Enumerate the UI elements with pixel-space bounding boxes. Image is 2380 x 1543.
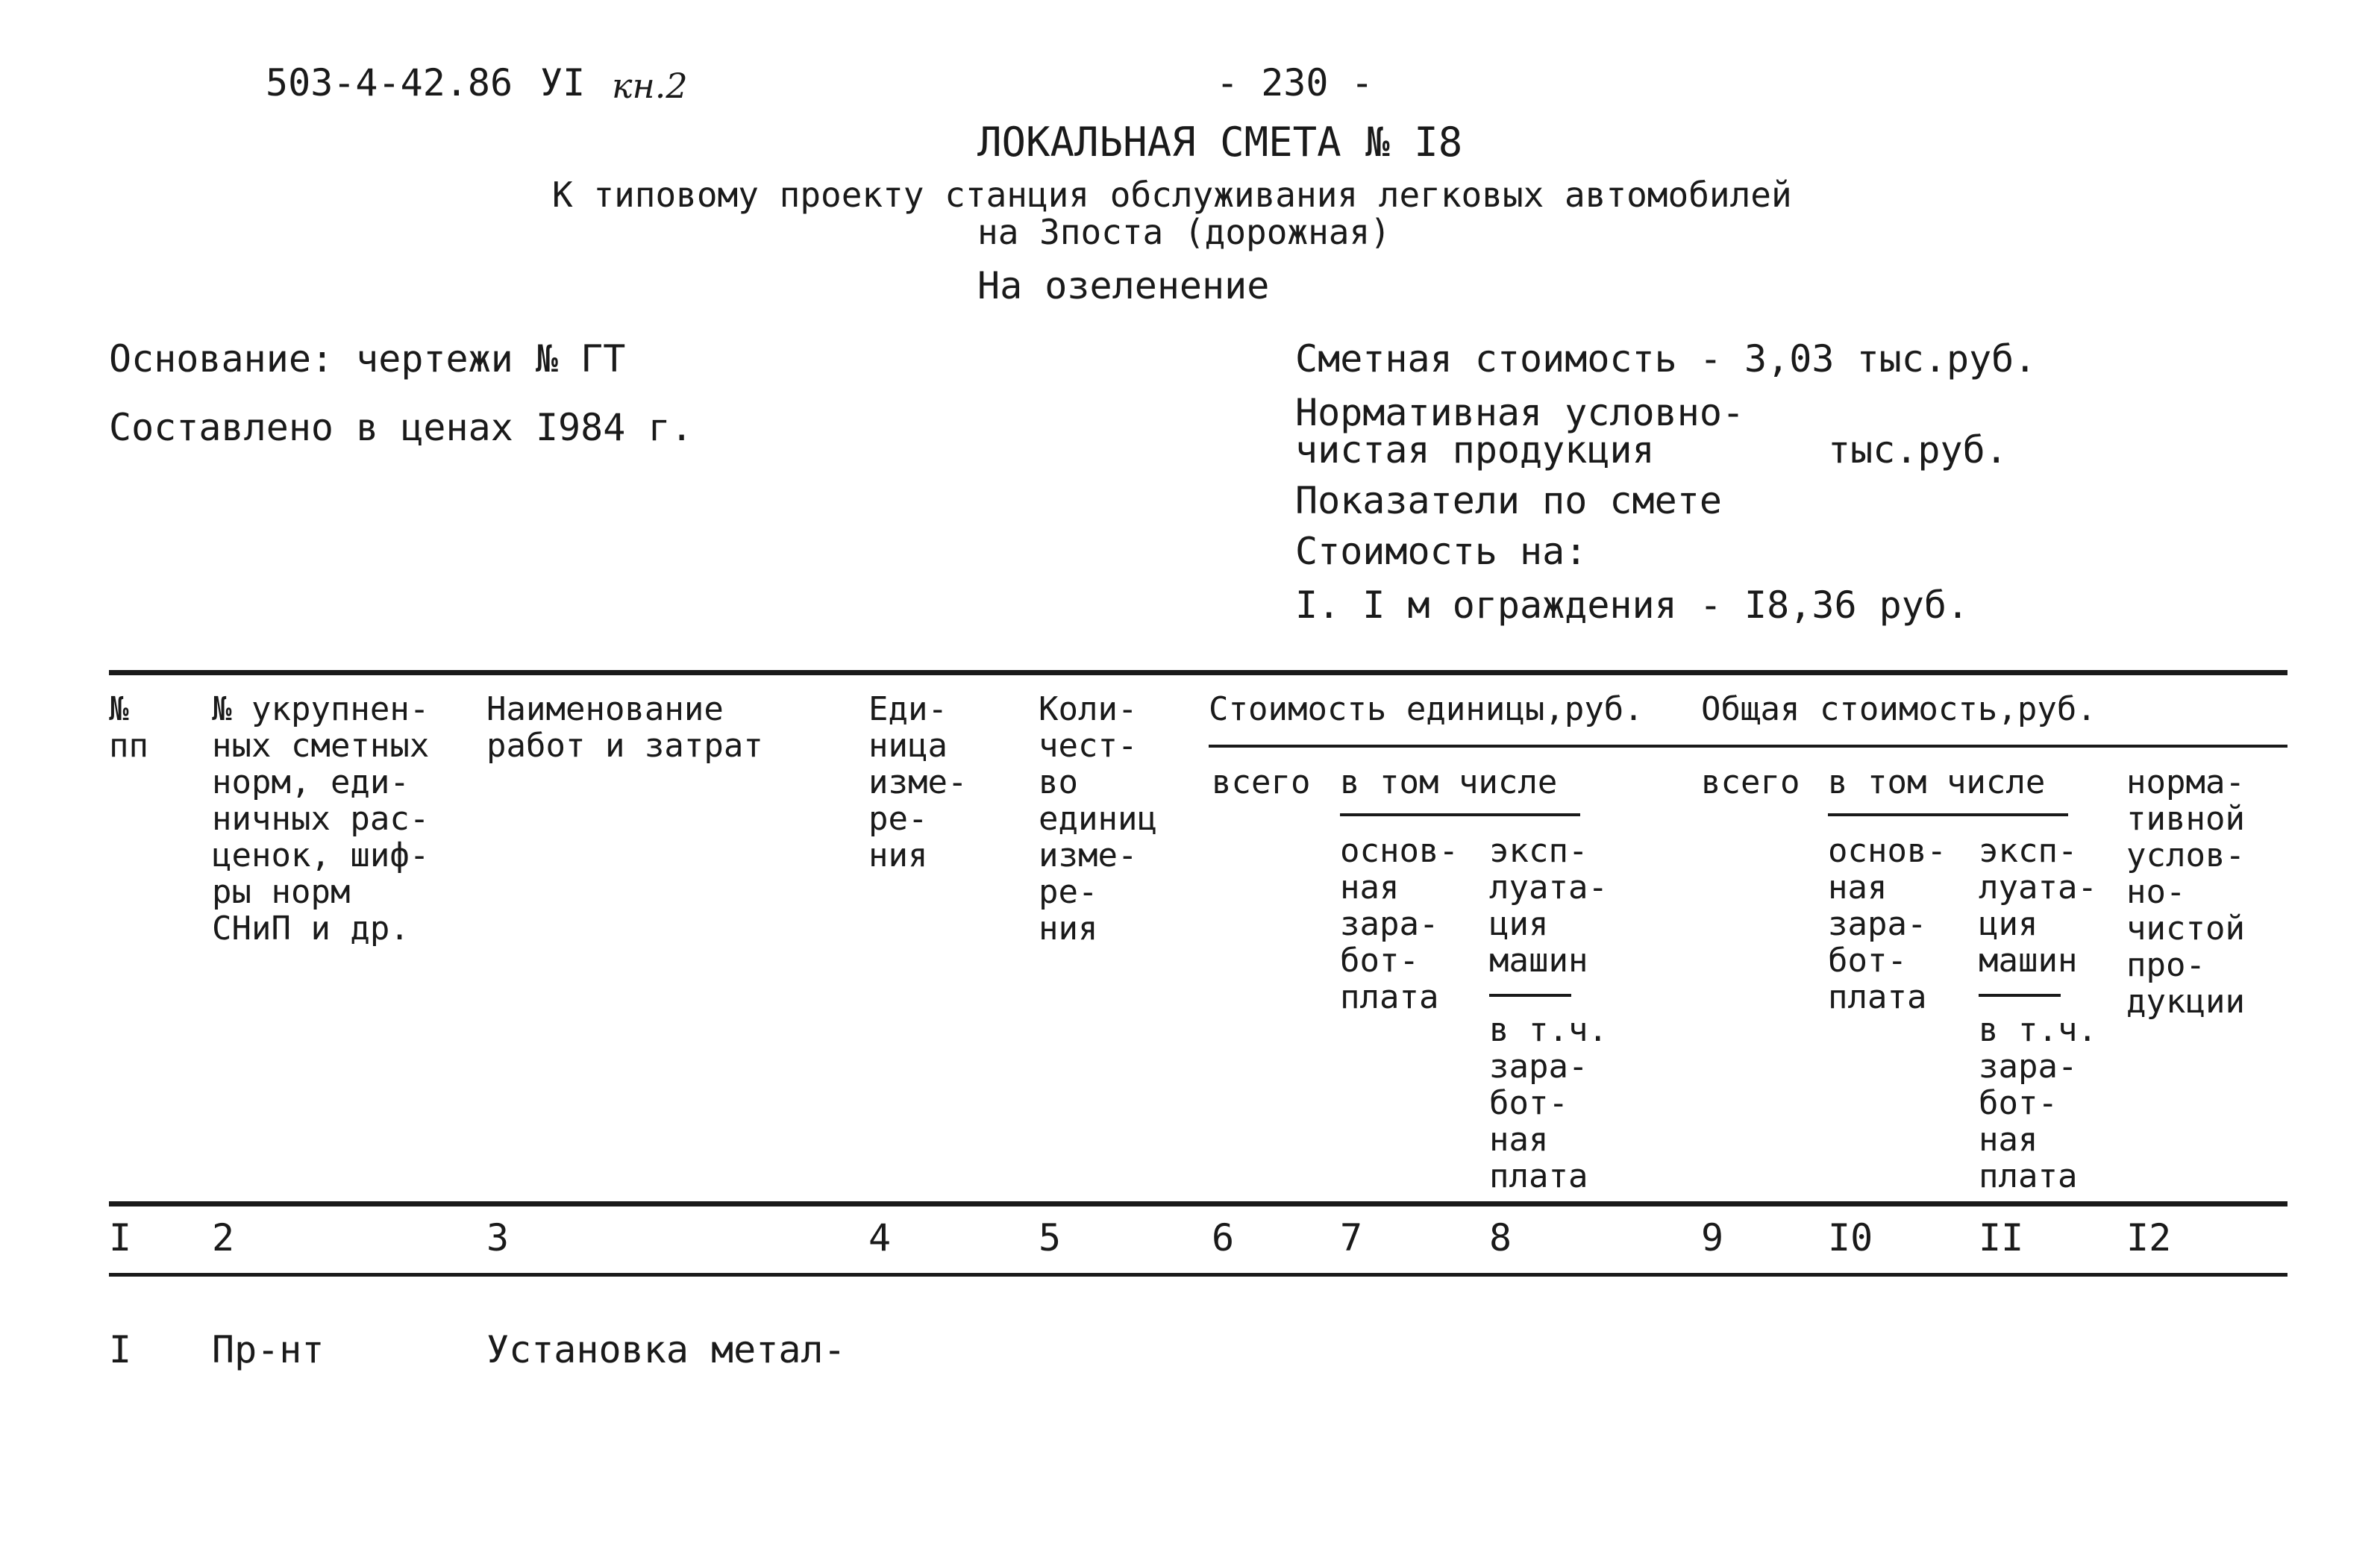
row-1-work-name: Установка метал- — [486, 1328, 846, 1371]
header-bottom-rule — [109, 1201, 2287, 1206]
header-unit-machines: эксп- луата- ция машин — [1489, 832, 1608, 980]
header-total-cost-group: Общая стоимость,руб. — [1701, 690, 2096, 728]
header-normative-product: норма- тивной услов- но- чистой про- дукции — [2126, 763, 2245, 1021]
normative-unit: тыс.руб. — [1828, 428, 2008, 472]
unit-wage-rule — [1489, 994, 1571, 997]
column-number-6: 6 — [1212, 1216, 1235, 1259]
column-number-8: 8 — [1489, 1216, 1512, 1259]
indicators-label: Показатели по смете — [1295, 479, 1722, 522]
header-total-machines: эксп- луата- ция машин — [1979, 832, 2097, 980]
header-row-number: № пп — [109, 690, 148, 765]
estimated-cost: Сметная стоимость - 3,03 тыс.руб. — [1295, 337, 2037, 381]
normative-label-line-2: чистая продукция — [1295, 428, 1655, 472]
header-total-total: всего — [1701, 763, 1800, 801]
doc-code: 503-4-42.86 — [266, 61, 513, 104]
row-1-number: I — [109, 1328, 132, 1371]
column-number-11: II — [1979, 1216, 2024, 1259]
header-total-machine-wage: в т.ч. зара- бот- ная плата — [1979, 1011, 2097, 1195]
column-number-12: I2 — [2126, 1216, 2172, 1259]
table-top-rule — [109, 670, 2287, 675]
volume-number: УI — [540, 61, 586, 104]
cost-on-label: Стоимость на: — [1295, 530, 1588, 573]
column-number-1: I — [109, 1216, 132, 1259]
row-1-code: Пр-нт — [212, 1328, 325, 1371]
subtitle-line-2: на 3поста (дорожная) — [977, 212, 1391, 252]
estimate-subject: На озеленение — [977, 264, 1270, 307]
handwritten-book-note: кн.2 — [612, 66, 688, 106]
page-number: - 230 - — [1216, 61, 1374, 104]
fence-cost: I. I м ограждения - I8,36 руб. — [1295, 583, 1970, 627]
unit-incl-rule — [1340, 813, 1580, 816]
subtitle-line-1: К типовому проекту станция обслуживания легковых автомобилей — [552, 175, 1792, 215]
header-unit-cost-group: Стоимость единицы,руб. — [1209, 690, 1644, 728]
column-number-2: 2 — [212, 1216, 235, 1259]
column-number-10: I0 — [1828, 1216, 1873, 1259]
header-norm-code: № укрупнен- ных сметных норм, еди- ничных рас- ценок, шиф- ры норм СНиП и др. — [212, 690, 430, 948]
numbers-bottom-rule — [109, 1273, 2287, 1277]
column-number-4: 4 — [868, 1216, 892, 1259]
cost-group-rule — [1209, 745, 2287, 748]
header-work-name: Наименование работ и затрат — [486, 690, 763, 765]
normative-label-line-1: Нормативная условно- — [1295, 391, 1745, 434]
column-number-7: 7 — [1340, 1216, 1363, 1259]
column-number-5: 5 — [1039, 1216, 1062, 1259]
column-number-9: 9 — [1701, 1216, 1724, 1259]
header-total-incl: в том числе — [1828, 763, 2046, 801]
header-total-base-wage: основ- ная зара- бот- плата — [1828, 832, 1947, 1016]
header-unit: Еди- ница изме- ре- ния — [868, 690, 968, 874]
column-number-3: 3 — [486, 1216, 510, 1259]
total-wage-rule — [1979, 994, 2061, 997]
document-title: ЛОКАЛЬНАЯ СМЕТА № I8 — [977, 119, 1463, 166]
header-unit-total: всего — [1212, 763, 1311, 801]
total-incl-rule — [1828, 813, 2068, 816]
header-unit-machine-wage: в т.ч. зара- бот- ная плата — [1489, 1011, 1608, 1195]
price-level-text: Составлено в ценах I984 г. — [109, 406, 693, 449]
header-unit-incl: в том числе — [1340, 763, 1558, 801]
header-unit-base-wage: основ- ная зара- бот- плата — [1340, 832, 1459, 1016]
header-quantity: Коли- чест- во единиц изме- ре- ния — [1039, 690, 1157, 948]
basis-text: Основание: чертежи № ГТ — [109, 337, 626, 381]
